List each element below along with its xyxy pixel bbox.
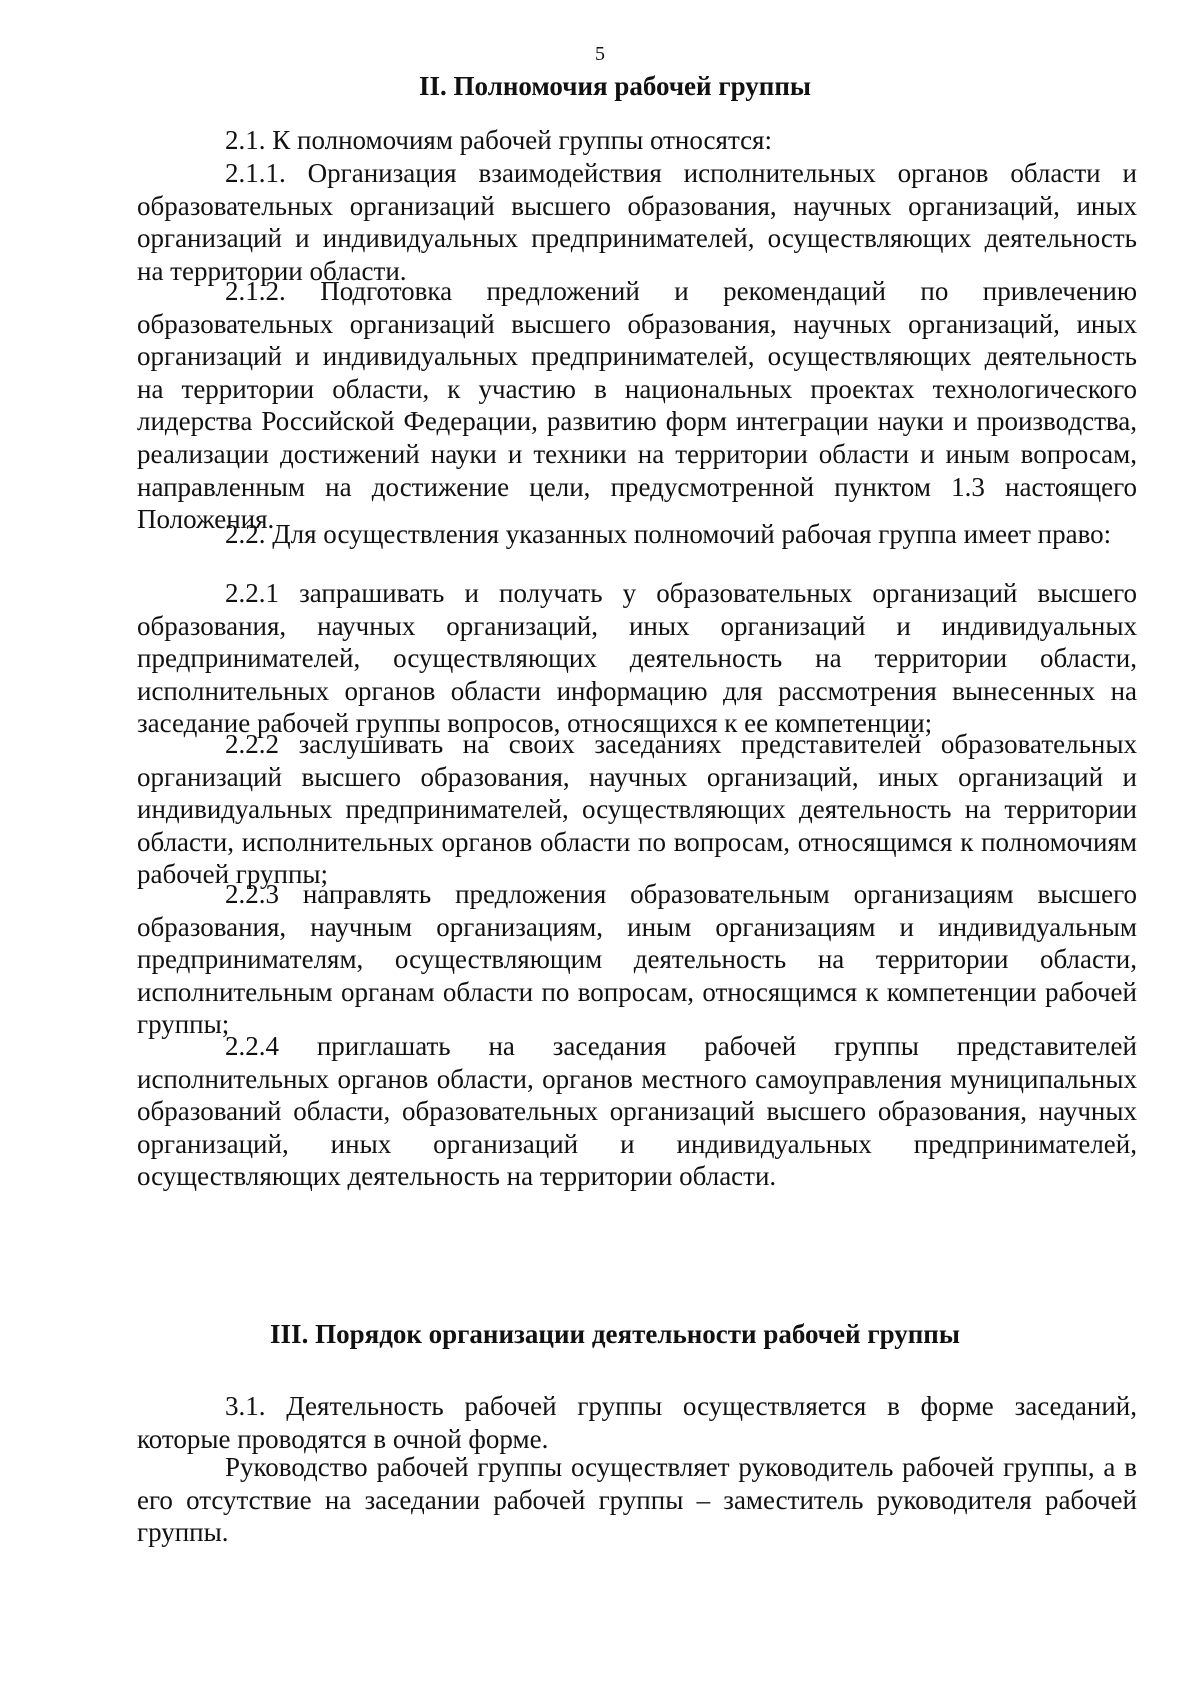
page-number: 5: [595, 43, 605, 65]
paragraph-2-1-1: 2.1.1. Организация взаимодействия исполнительных органов области и образовательных организаций высшего образования, научных организаций, иных организаций и индивидуальных предпринимателей, осуществляющих деятельность на территории области.: [137, 158, 1137, 286]
paragraph-2-1-2: 2.1.2. Подготовка предложений и рекомендаций по привлечению образовательных организаций высшего образования, научных организаций, иных организаций и индивидуальных предпринимателей, осуществляющих деятельность на территории области, к участию в национальных проектах технологического лидерства Российской Федерации, развитию форм интеграции науки и производства, реализации достижений науки и техники на территории области и иным вопросам, направленным на достижение цели, предусмотренной пунктом 1.3 настоящего Положения.: [137, 276, 1137, 535]
paragraph-3-1-leadership: Руководство рабочей группы осуществляет руководитель рабочей группы, а в его отсутствие на заседании рабочей группы – заместитель руководителя рабочей группы.: [137, 1452, 1137, 1548]
paragraph-2-2-1: 2.2.1 запрашивать и получать у образовательных организаций высшего образования, научных организаций, иных организаций и индивидуальных предпринимателей, осуществляющих деятельность на территории области, исполнительных органов области информацию для рассмотрения вынесенных на заседание рабочей группы вопросов, относящихся к ее компетенции;: [137, 578, 1137, 739]
paragraph-2-2-4: 2.2.4 приглашать на заседания рабочей группы представителей исполнительных органов области, органов местного самоуправления муниципальных образований области, образовательных организаций высшего образования, научных организаций, иных организаций и индивидуальных предпринимателей, осуществляющих деятельность на территории области.: [137, 1031, 1137, 1192]
paragraph-2-1: 2.1. К полномочиям рабочей группы относятся:: [225, 125, 772, 155]
paragraph-3-1: 3.1. Деятельность рабочей группы осуществляется в форме заседаний, которые проводятся в очной форме.: [137, 1391, 1137, 1454]
section-3-heading: III. Порядок организации деятельности рабочей группы: [270, 1319, 960, 1349]
paragraph-2-2: 2.2. Для осуществления указанных полномочий рабочая группа имеет право:: [225, 519, 1112, 549]
section-2-heading: II. Полномочия рабочей группы: [419, 71, 811, 101]
paragraph-2-2-2: 2.2.2 заслушивать на своих заседаниях представителей образовательных организаций высшего образования, научных организаций, иных организаций и индивидуальных предпринимателей, осуществляющих деятельность на территории области, исполнительных органов области по вопросам, относящимся к полномочиям рабочей группы;: [137, 729, 1137, 890]
paragraph-2-2-3: 2.2.3 направлять предложения образовательным организациям высшего образования, научным организациям, иным организациям и индивидуальным предпринимателям, осуществляющим деятельность на территории области, исполнительным органам области по вопросам, относящимся к компетенции рабочей группы;: [137, 879, 1137, 1040]
